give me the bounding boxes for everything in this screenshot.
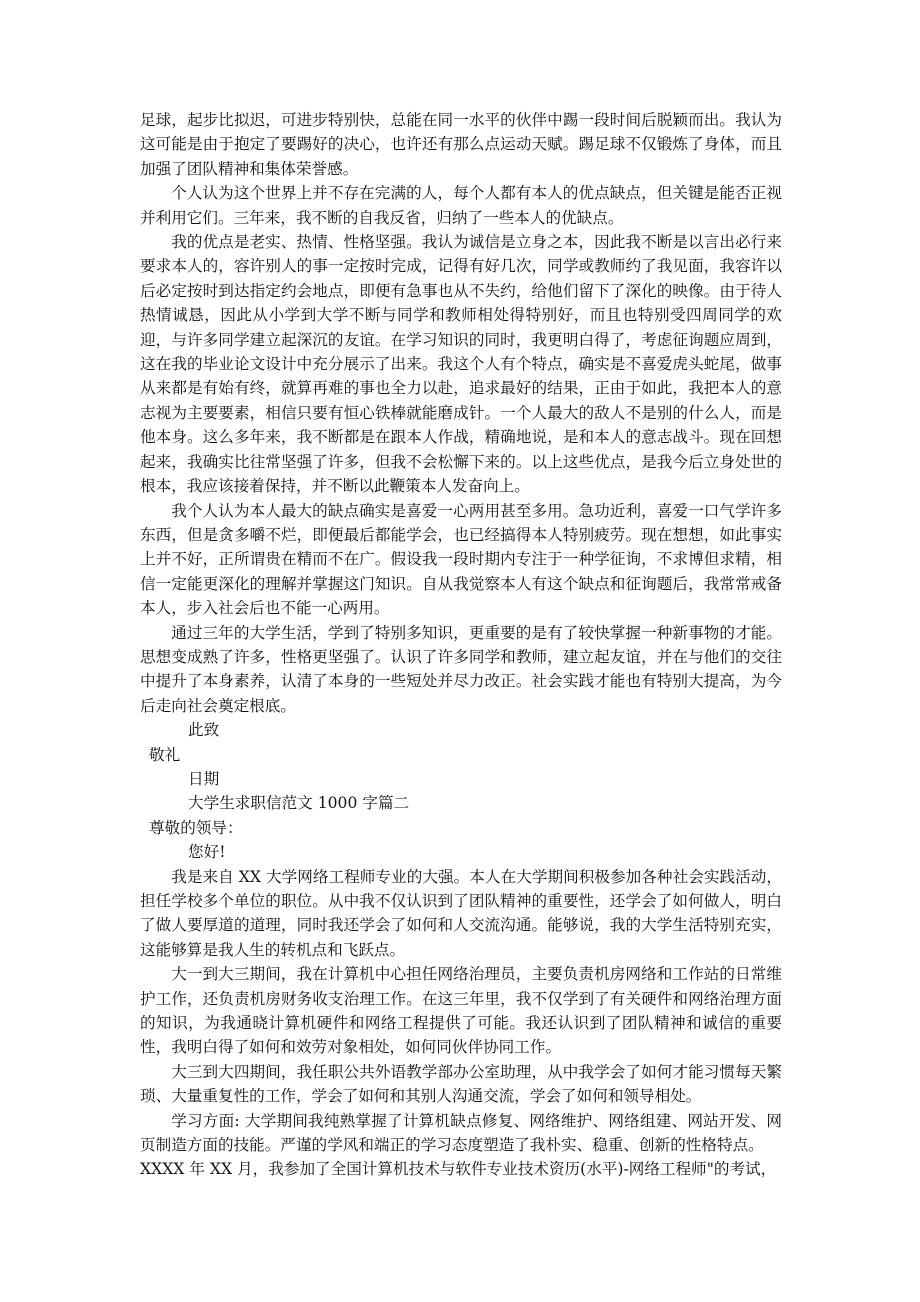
paragraph-office-assistant: 大三到大四期间，我任职公共外语教学部办公室助理，从中我学会了如何才能习惯每天繁琐、大量重复性的工作，学会了如何和其别人沟通交流，学会了如何和领导相处。 [140, 1062, 782, 1106]
closing-date: 日期 [188, 769, 220, 788]
paragraph-introduction: 我是来自 XX 大学网络工程师专业的大强。本人在大学期间积极参加各种社会实践活动，担任学校多个单位的职位。从中我不仅认识到了团队精神的重要性，还学会了如何做人，明白了做人要厚道的道理，同时我还学会了如何和人交流沟通。能够说，我的大学生活特别充实，这能够算是我人生的转机点和飞跃点。 [140, 867, 782, 959]
paragraph-weaknesses: 我个人认为本人最大的缺点确实是喜爱一心两用甚至多用。急功近利，喜爱一口气学许多东西，但是贪多嚼不烂，即便最后都能学会，也已经搞得本人特别疲劳。现在想想，如此事实上并不好，正所谓贵在精而不在广。假设我一段时期内专注于一种学征询，不求博但求精，相信一定能更深化的理解并掌握这门知识。自从我觉察本人有这个缺点和征询题后，我常常戒备本人，步入社会后也不能一心两用。 [140, 501, 782, 618]
paragraph-study: 学习方面: 大学期间我纯熟掌握了计算机缺点修复、网络维护、网络组建、网站开发、网页制造方面的技能。严谨的学风和端正的学习态度塑造了我朴实、稳重、创新的性格特点。 [140, 1111, 782, 1155]
greeting: 您好! [188, 843, 226, 862]
document-page [140, 108, 782, 1182]
paragraph-exam-line: XXXX 年 XX 月，我参加了全国计算机技术与软件专业技术资历(水平)-网络工程师"的考试， [140, 1160, 777, 1179]
closing-cizhi: 此致 [188, 721, 220, 740]
paragraph-summary: 通过三年的大学生活，学到了特别多知识，更重要的是有了较快掌握一种新事物的才能。思想变成熟了许多，性格更坚强了。认识了许多同学和教师，建立起友谊，并在与他们的交往中提升了本身素养，认清了本身的一些短处并尽力改正。社会实践才能也有特别大提高，为今后走向社会奠定根底。 [140, 623, 782, 715]
paragraph-network-admin: 大一到大三期间，我在计算机中心担任网络治理员，主要负责机房网络和工作站的日常维护工作，还负责机房财务收支治理工作。在这三年里，我不仅学到了有关硬件和网络治理方面的知识，为我通晓计算机硬件和网络工程提供了可能。我还认识到了团队精神和诚信的重要性，我明白得了如何和效劳对象相处，如何同伙伴协同工作。 [140, 965, 782, 1057]
paragraph-football: 足球，起步比拟迟，可进步特别快，总能在同一水平的伙伴中踢一段时间后脱颖而出。我认为这可能是由于抱定了要踢好的决心，也许还有那么点运动天赋。踢足球不仅锻炼了身体，而且加强了团队精神和集体荣誉感。 [140, 111, 782, 178]
section-title: 大学生求职信范文 1000 字篇二 [188, 794, 410, 813]
paragraph-self-reflection: 个人认为这个世界上并不存在完满的人，每个人都有本人的优点缺点，但关键是能否正视并利用它们。三年来，我不断的自我反省，归纳了一些本人的优缺点。 [140, 184, 782, 227]
salutation: 尊敬的领导： [149, 818, 243, 837]
paragraph-strengths: 我的优点是老实、热情、性格坚强。我认为诚信是立身之本，因此我不断是以言出必行来要求本人的，容许别人的事一定按时完成，记得有好几次，同学或教师约了我见面，我容许以后必定按时到达指定约会地点，即便有急事也从不失约，给他们留下了深化的映像。由于待人热情诚恳，因此从小学到大学不断与同学和教师相处得特别好，而且也特别受四周同学的欢迎，与许多同学建立起深沉的友谊。在学习知识的同时，我更明白得了，考虑征询题应周到，这在我的毕业论文设计中充分展示了出来。我这个人有个特点，确实是不喜爱虎头蛇尾，做事从来都是有始有终，就算再难的事也全力以赴，追求最好的结果，正由于如此，我把本人的意志视为主要要素，相信只要有恒心铁棒就能磨成针。一个人最大的敌人不是别的什么人，而是他本身。这么多年来，我不断都是在跟本人作战，精确地说，是和本人的意志战斗。现在回想起来，我确实比往常坚强了许多，但我不会松懈下来的。以上这些优点，是我今后立身处世的根本，我应该接着保持，并不断以此鞭策本人发奋向上。 [140, 233, 782, 496]
closing-jingli: 敬礼 [149, 745, 181, 764]
